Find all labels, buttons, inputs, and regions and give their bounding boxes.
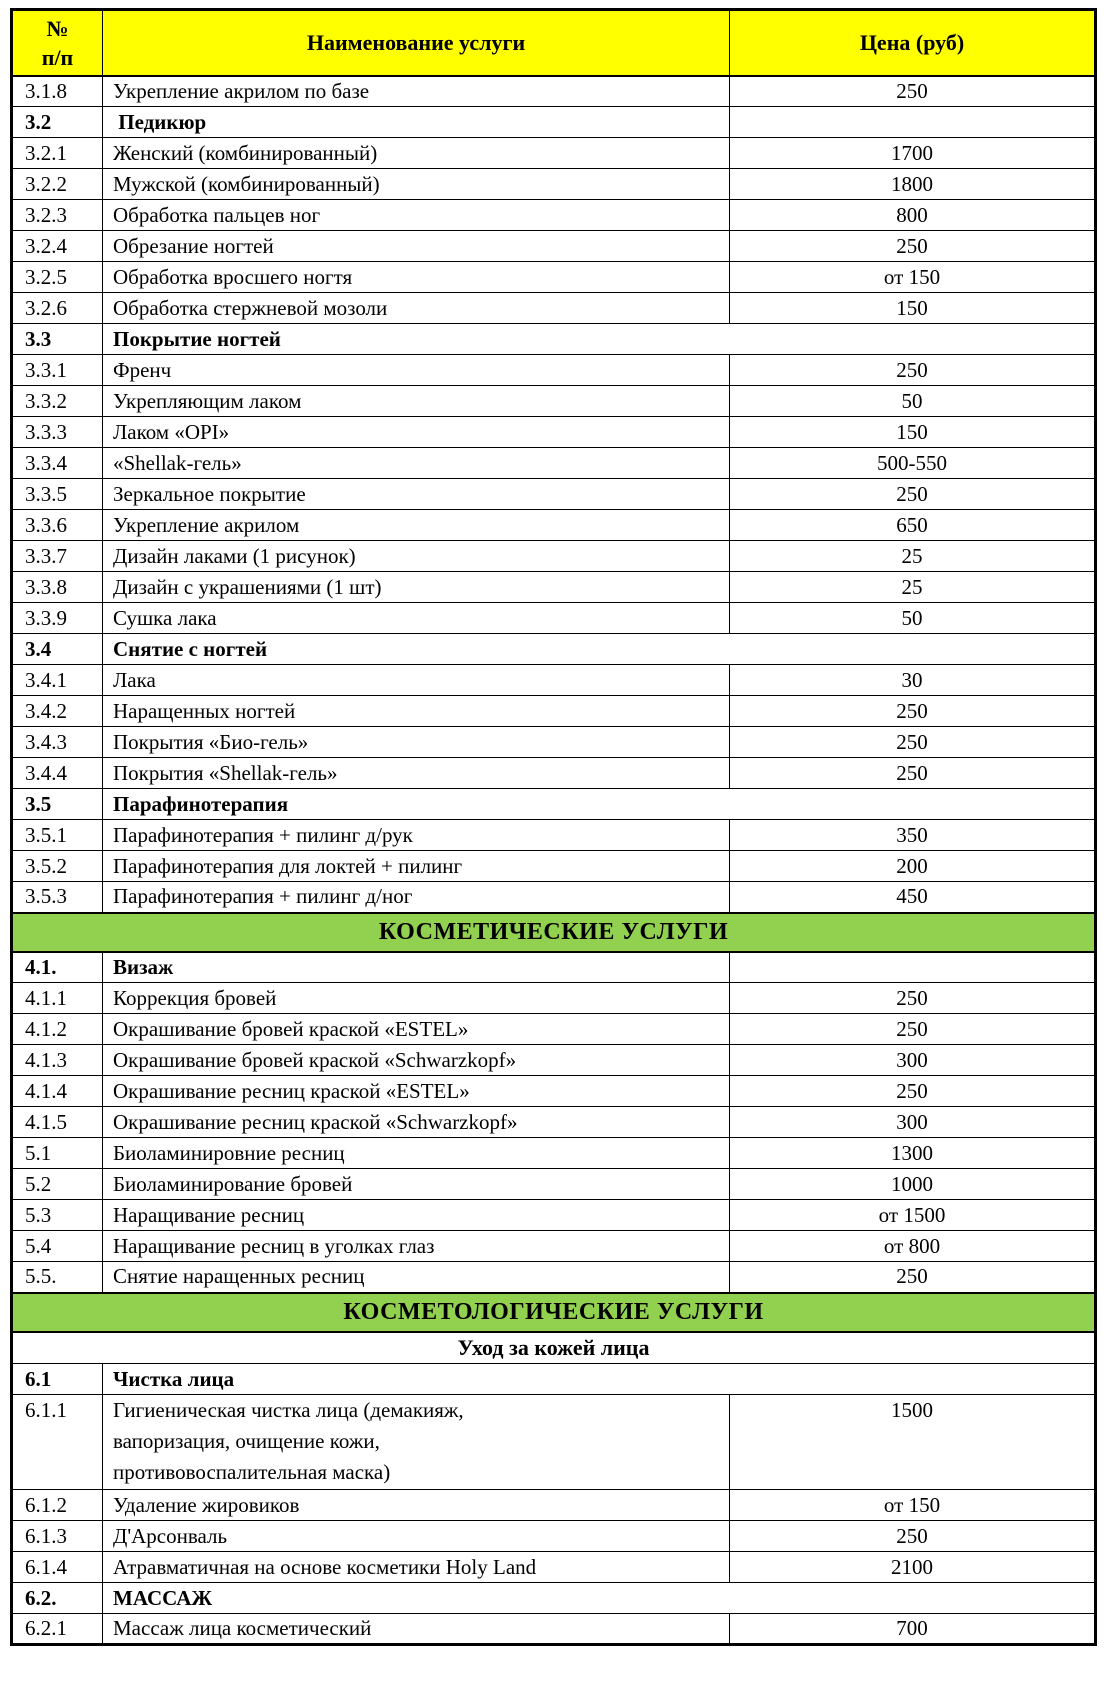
price-cell: 25 — [730, 541, 1096, 572]
row-number-cell: 3.5.3 — [12, 882, 103, 913]
table-row — [12, 665, 1096, 696]
row-number-cell: 3.4.1 — [12, 665, 103, 696]
service-name-cell: Окрашивание бровей краской «Schwarzkopf» — [103, 1045, 730, 1076]
price-table — [10, 8, 1097, 1646]
price-cell: 450 — [730, 882, 1096, 913]
section-name-cell: МАССАЖ — [103, 1583, 1096, 1614]
service-name-cell: Укрепление акрилом по базе — [103, 76, 730, 107]
section-number-cell: 4.1. — [12, 952, 103, 983]
row-number-cell: 3.5.2 — [12, 851, 103, 882]
price-cell: 50 — [730, 603, 1096, 634]
service-name-cell: Окрашивание бровей краской «ESTEL» — [103, 1014, 730, 1045]
row-number-cell: 3.2.4 — [12, 231, 103, 262]
row-number-cell: 3.5.1 — [12, 820, 103, 851]
section-number-cell: 3.2 — [12, 107, 103, 138]
header-num-line2: п/п — [41, 44, 74, 70]
price-cell: 800 — [730, 200, 1096, 231]
section-row — [12, 789, 1096, 820]
row-number-cell: 4.1.5 — [12, 1107, 103, 1138]
price-cell: 650 — [730, 510, 1096, 541]
table-body — [12, 76, 1096, 1645]
price-cell: 2100 — [730, 1552, 1096, 1583]
row-number-cell: 3.4.3 — [12, 727, 103, 758]
price-table-container — [10, 8, 1094, 1646]
price-cell: 150 — [730, 293, 1096, 324]
row-number-cell: 5.4 — [12, 1231, 103, 1262]
row-number-cell: 6.2.1 — [12, 1614, 103, 1645]
service-name-cell — [103, 1395, 730, 1490]
table-row — [12, 293, 1096, 324]
section-row — [12, 952, 1096, 983]
price-cell: 250 — [730, 479, 1096, 510]
table-row — [12, 1552, 1096, 1583]
service-name-cell: Парафинотерапия + пилинг д/ног — [103, 882, 730, 913]
table-row — [12, 1521, 1096, 1552]
section-name-cell: Чистка лица — [103, 1364, 1096, 1395]
header-cell-num — [12, 10, 103, 76]
section-name-cell: Снятие с ногтей — [103, 634, 1096, 665]
service-name-cell: Дизайн лаками (1 рисунок) — [103, 541, 730, 572]
table-row — [12, 820, 1096, 851]
row-number-cell: 3.3.1 — [12, 355, 103, 386]
table-row — [12, 1107, 1096, 1138]
row-number-cell: 6.1.2 — [12, 1490, 103, 1521]
price-cell: от 800 — [730, 1231, 1096, 1262]
table-row — [12, 1169, 1096, 1200]
price-cell: 250 — [730, 758, 1096, 789]
service-name-cell: «Shellak-гель» — [103, 448, 730, 479]
table-row — [12, 386, 1096, 417]
service-name-line: противовоспалительная маска) — [113, 1460, 391, 1484]
price-cell — [730, 107, 1096, 138]
subcategory-header-row — [12, 1332, 1096, 1364]
section-row — [12, 324, 1096, 355]
row-number-cell: 3.3.9 — [12, 603, 103, 634]
service-name-line: Гигиеническая чистка лица (демакияж, — [113, 1398, 464, 1422]
row-number-cell: 3.2.6 — [12, 293, 103, 324]
category-banner-row — [12, 913, 1096, 952]
row-number-cell: 3.3.5 — [12, 479, 103, 510]
row-number-cell: 3.2.1 — [12, 138, 103, 169]
price-cell: 150 — [730, 417, 1096, 448]
service-name-cell: Коррекция бровей — [103, 983, 730, 1014]
table-row — [12, 448, 1096, 479]
service-name-cell: Лаком «OPI» — [103, 417, 730, 448]
table-row — [12, 200, 1096, 231]
service-name-cell: Френч — [103, 355, 730, 386]
row-number-cell: 4.1.4 — [12, 1076, 103, 1107]
table-row — [12, 1076, 1096, 1107]
section-name-cell: Покрытие ногтей — [103, 324, 1096, 355]
price-cell: 300 — [730, 1045, 1096, 1076]
table-row — [12, 479, 1096, 510]
row-number-cell: 3.1.8 — [12, 76, 103, 107]
price-cell: 250 — [730, 727, 1096, 758]
price-cell: от 1500 — [730, 1200, 1096, 1231]
service-name-cell: Обработка стержневой мозоли — [103, 293, 730, 324]
section-row — [12, 634, 1096, 665]
service-name-cell: Биоламинирование бровей — [103, 1169, 730, 1200]
section-number-cell: 3.5 — [12, 789, 103, 820]
table-row — [12, 696, 1096, 727]
service-name-cell: Обработка вросшего ногтя — [103, 262, 730, 293]
table-row — [12, 169, 1096, 200]
service-name-cell: Атравматичная на основе косметики Holy Land — [103, 1552, 730, 1583]
service-name-cell: Обработка пальцев ног — [103, 200, 730, 231]
service-name-cell: Удаление жировиков — [103, 1490, 730, 1521]
row-number-cell: 3.2.2 — [12, 169, 103, 200]
service-name-cell: Снятие наращенных ресниц — [103, 1262, 730, 1293]
table-row — [12, 262, 1096, 293]
row-number-cell: 3.3.4 — [12, 448, 103, 479]
row-number-cell: 6.1.4 — [12, 1552, 103, 1583]
price-cell: 250 — [730, 1076, 1096, 1107]
row-number-cell: 3.2.5 — [12, 262, 103, 293]
service-name-cell: Укрепление акрилом — [103, 510, 730, 541]
section-name-cell: Педикюр — [103, 107, 730, 138]
price-cell: 700 — [730, 1614, 1096, 1645]
table-row — [12, 1395, 1096, 1490]
header-cell-price: Цена (руб) — [730, 10, 1096, 76]
price-cell: 250 — [730, 355, 1096, 386]
service-name-cell: Зеркальное покрытие — [103, 479, 730, 510]
service-name-line: вапоризация, очищение кожи, — [113, 1429, 380, 1453]
category-banner: КОСМЕТИЧЕСКИЕ УСЛУГИ — [12, 913, 1096, 952]
price-cell: 250 — [730, 1262, 1096, 1293]
price-cell: 1800 — [730, 169, 1096, 200]
price-cell — [730, 952, 1096, 983]
price-cell: 250 — [730, 76, 1096, 107]
service-name-cell: Женский (комбинированный) — [103, 138, 730, 169]
service-name-cell: Д'Арсонваль — [103, 1521, 730, 1552]
service-name-cell: Наращенных ногтей — [103, 696, 730, 727]
price-cell: 1000 — [730, 1169, 1096, 1200]
table-row — [12, 1045, 1096, 1076]
table-row — [12, 1231, 1096, 1262]
table-row — [12, 983, 1096, 1014]
service-name-cell: Наращивание ресниц — [103, 1200, 730, 1231]
service-name-cell: Укрепляющим лаком — [103, 386, 730, 417]
table-header — [12, 10, 1096, 76]
service-name-cell: Сушка лака — [103, 603, 730, 634]
row-number-cell: 3.3.2 — [12, 386, 103, 417]
service-name-cell: Дизайн с украшениями (1 шт) — [103, 572, 730, 603]
row-number-cell: 4.1.2 — [12, 1014, 103, 1045]
section-number-cell: 6.2. — [12, 1583, 103, 1614]
service-name-cell: Мужской (комбинированный) — [103, 169, 730, 200]
table-row — [12, 541, 1096, 572]
service-name-cell: Массаж лица косметический — [103, 1614, 730, 1645]
price-cell: 25 — [730, 572, 1096, 603]
row-number-cell: 3.4.4 — [12, 758, 103, 789]
table-row — [12, 1200, 1096, 1231]
price-cell: 250 — [730, 696, 1096, 727]
price-cell: 1300 — [730, 1138, 1096, 1169]
header-cell-name: Наименование услуги — [103, 10, 730, 76]
table-row — [12, 1014, 1096, 1045]
section-number-cell: 3.3 — [12, 324, 103, 355]
row-number-cell: 5.3 — [12, 1200, 103, 1231]
service-name-cell: Покрытия «Био-гель» — [103, 727, 730, 758]
category-banner-row — [12, 1293, 1096, 1332]
table-row — [12, 76, 1096, 107]
service-name-cell: Парафинотерапия + пилинг д/рук — [103, 820, 730, 851]
table-row — [12, 138, 1096, 169]
price-cell: 250 — [730, 1521, 1096, 1552]
price-cell: 1500 — [730, 1395, 1096, 1490]
section-name-cell: Парафинотерапия — [103, 789, 1096, 820]
service-name-cell: Окрашивание ресниц краской «ESTEL» — [103, 1076, 730, 1107]
price-cell: 200 — [730, 851, 1096, 882]
table-row — [12, 727, 1096, 758]
table-row — [12, 1614, 1096, 1645]
table-row — [12, 1138, 1096, 1169]
section-number-cell: 6.1 — [12, 1364, 103, 1395]
table-row — [12, 572, 1096, 603]
service-name-cell: Окрашивание ресниц краской «Schwarzkopf» — [103, 1107, 730, 1138]
table-row — [12, 758, 1096, 789]
row-number-cell: 5.5. — [12, 1262, 103, 1293]
section-number-cell: 3.4 — [12, 634, 103, 665]
row-number-cell: 4.1.1 — [12, 983, 103, 1014]
row-number-cell: 3.2.3 — [12, 200, 103, 231]
row-number-cell: 3.4.2 — [12, 696, 103, 727]
price-cell: 250 — [730, 983, 1096, 1014]
table-row — [12, 1490, 1096, 1521]
price-cell: 500-550 — [730, 448, 1096, 479]
price-cell: 30 — [730, 665, 1096, 696]
section-row — [12, 1364, 1096, 1395]
row-number-cell: 3.3.3 — [12, 417, 103, 448]
price-cell: 1700 — [730, 138, 1096, 169]
row-number-cell: 3.3.6 — [12, 510, 103, 541]
price-cell: 300 — [730, 1107, 1096, 1138]
service-name-cell: Парафинотерапия для локтей + пилинг — [103, 851, 730, 882]
price-cell: 50 — [730, 386, 1096, 417]
service-name-cell: Биоламинировние ресниц — [103, 1138, 730, 1169]
price-cell: от 150 — [730, 262, 1096, 293]
service-name-cell: Покрытия «Shellak-гель» — [103, 758, 730, 789]
row-number-cell: 3.3.7 — [12, 541, 103, 572]
section-name-cell: Визаж — [103, 952, 730, 983]
subcategory-header: Уход за кожей лица — [12, 1332, 1096, 1364]
table-row — [12, 882, 1096, 913]
table-row — [12, 851, 1096, 882]
service-name-cell: Обрезание ногтей — [103, 231, 730, 262]
table-row — [12, 417, 1096, 448]
row-number-cell: 4.1.3 — [12, 1045, 103, 1076]
section-row — [12, 107, 1096, 138]
service-name-cell: Наращивание ресниц в уголках глаз — [103, 1231, 730, 1262]
table-row — [12, 231, 1096, 262]
row-number-cell: 5.2 — [12, 1169, 103, 1200]
price-cell: 250 — [730, 1014, 1096, 1045]
price-cell: от 150 — [730, 1490, 1096, 1521]
row-number-cell: 6.1.1 — [12, 1395, 103, 1490]
price-cell: 350 — [730, 820, 1096, 851]
section-row — [12, 1583, 1096, 1614]
header-row — [12, 10, 1096, 76]
price-cell: 250 — [730, 231, 1096, 262]
row-number-cell: 5.1 — [12, 1138, 103, 1169]
header-num-line1: № — [46, 15, 69, 41]
row-number-cell: 3.3.8 — [12, 572, 103, 603]
table-row — [12, 1262, 1096, 1293]
category-banner: КОСМЕТОЛОГИЧЕСКИЕ УСЛУГИ — [12, 1293, 1096, 1332]
table-row — [12, 603, 1096, 634]
row-number-cell: 6.1.3 — [12, 1521, 103, 1552]
table-row — [12, 510, 1096, 541]
service-name-cell: Лака — [103, 665, 730, 696]
table-row — [12, 355, 1096, 386]
